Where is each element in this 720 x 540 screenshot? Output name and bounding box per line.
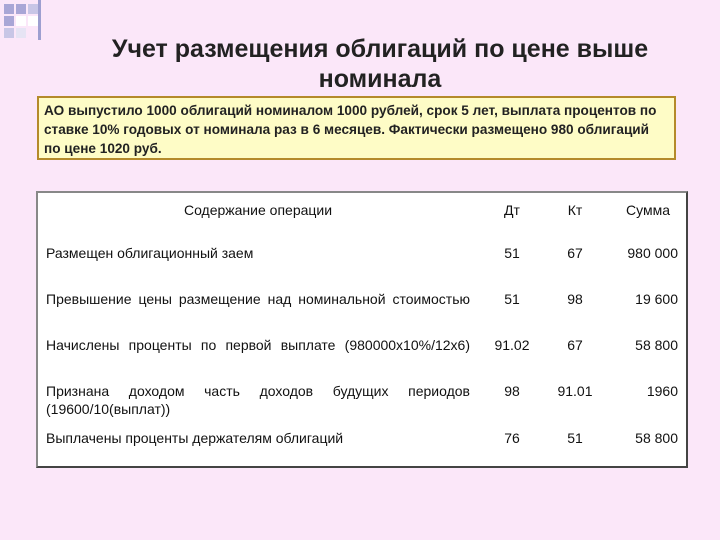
- header-amount: Сумма: [626, 202, 670, 218]
- row-credit: 91.01: [557, 383, 593, 399]
- row-amount: 1960: [646, 383, 678, 399]
- row-credit: 67: [567, 337, 583, 353]
- row-debit: 51: [504, 291, 520, 307]
- header-credit: Кт: [567, 202, 583, 218]
- row-credit: 67: [567, 245, 583, 261]
- header-description: Содержание операции: [183, 202, 333, 218]
- header-debit: Дт: [504, 202, 520, 218]
- row-description: Признана доходом часть доходов будущих периодов (19600/10(выплат)): [46, 383, 470, 417]
- row-amount: 58 800: [635, 430, 678, 446]
- row-debit: 51: [504, 245, 520, 261]
- row-debit: 76: [504, 430, 520, 446]
- row-credit: 51: [567, 430, 583, 446]
- row-description: Превышение цены размещение над номинальной стоимостью: [46, 291, 470, 307]
- row-amount: 980 000: [627, 245, 678, 261]
- problem-statement: АО выпустило 1000 облигаций номиналом 1000 рублей, срок 5 лет, выплата процентов по ставке 10% годовых от номинала раз в 6 месяцев. Фактически размещено 980 облигаций по цене 1020 руб.: [37, 96, 676, 160]
- row-description: Размещен облигационный заем: [46, 245, 254, 261]
- row-amount: 19 600: [635, 291, 678, 307]
- corner-decoration: [0, 0, 60, 40]
- row-debit: 98: [504, 383, 520, 399]
- row-credit: 98: [567, 291, 583, 307]
- row-description: Выплачены проценты держателям облигаций: [46, 430, 344, 446]
- journal-entries-table: [36, 191, 688, 468]
- row-amount: 58 800: [635, 337, 678, 353]
- row-debit: 91.02: [494, 337, 530, 353]
- slide-title: Учет размещения облигаций по цене выше номинала: [111, 35, 649, 93]
- table-header-row: [38, 201, 686, 223]
- row-description: Начислены проценты по первой выплате (980000х10%/12х6): [46, 337, 470, 353]
